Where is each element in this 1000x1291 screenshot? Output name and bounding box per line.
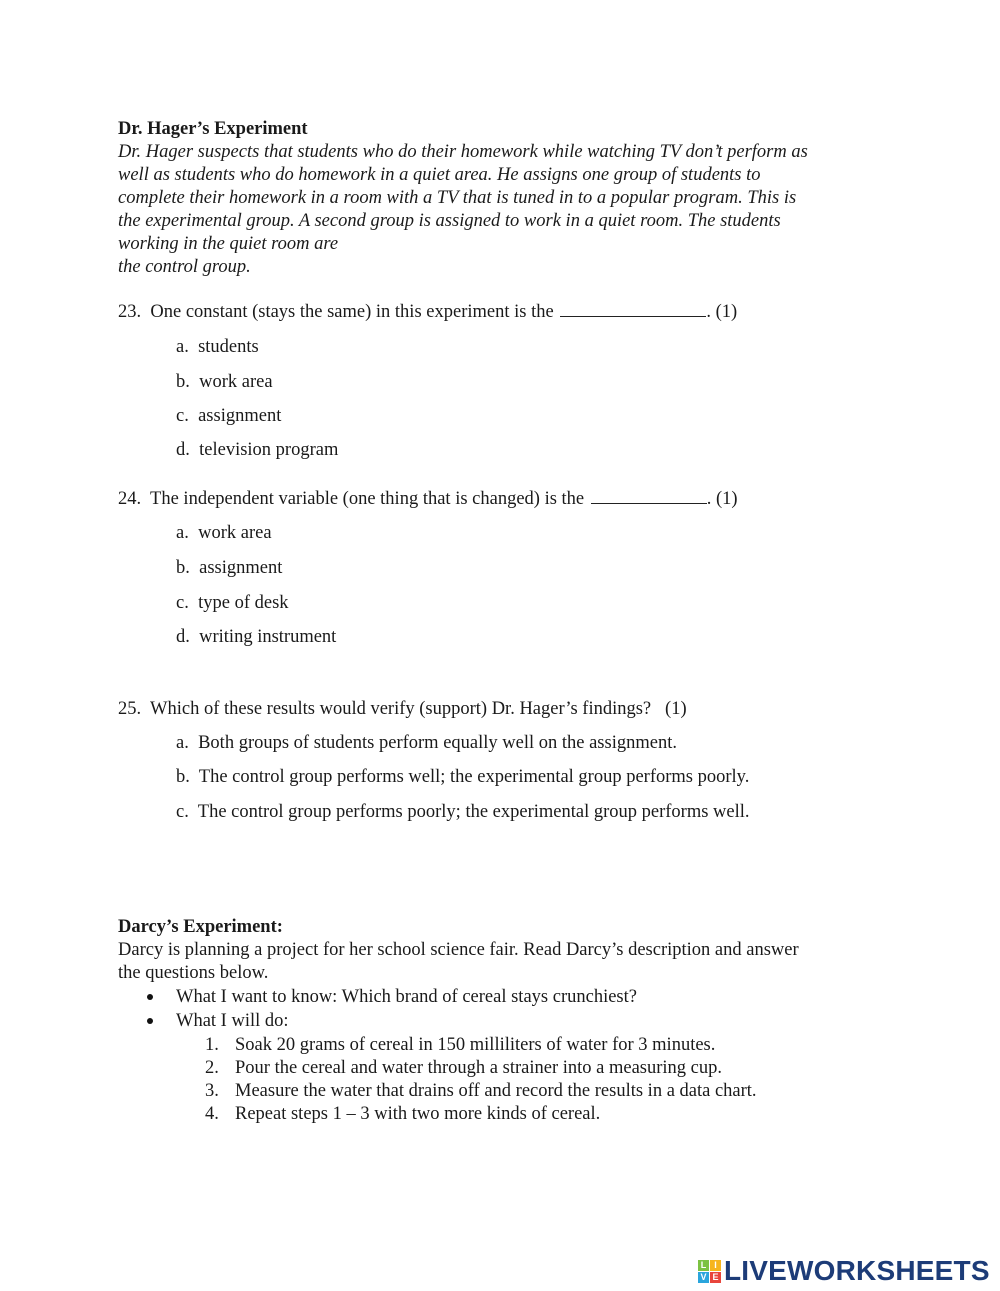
option-24b[interactable] [176, 557, 282, 580]
question-number: 24. [118, 489, 142, 509]
option-letter: a. [176, 733, 189, 753]
option-23c[interactable] [176, 405, 281, 428]
darcy-title: Darcy’s Experiment: [118, 917, 283, 937]
option-text: work area [199, 372, 273, 392]
option-letter: a. [176, 337, 189, 357]
option-24d[interactable] [176, 626, 336, 649]
question-points: (1) [665, 699, 687, 719]
question-number: 23. [118, 302, 142, 322]
option-letter: d. [176, 627, 190, 647]
option-letter: b. [176, 558, 190, 578]
option-24c[interactable] [176, 592, 289, 615]
option-25a[interactable] [176, 732, 677, 755]
option-text: television program [199, 440, 339, 460]
option-text: The control group performs well; the experimental group performs poorly. [198, 767, 750, 787]
hager-title: Dr. Hager’s Experiment [118, 119, 308, 139]
option-text: Both groups of students perform equally well on the assignment. [198, 733, 677, 753]
logo-tiles-icon [698, 1260, 721, 1283]
darcy-step-number: 2. [205, 1058, 219, 1078]
option-letter: c. [176, 593, 189, 613]
option-25c[interactable] [176, 801, 750, 824]
darcy-step-text: Pour the cereal and water through a strainer into a measuring cup. [235, 1058, 722, 1078]
logo-tile: I [710, 1260, 721, 1271]
option-text: work area [198, 523, 272, 543]
darcy-step-number: 3. [205, 1081, 219, 1101]
logo-tile: L [698, 1260, 709, 1271]
option-letter: c. [176, 406, 189, 426]
darcy-intro-line: Darcy is planning a project for her school science fair. Read Darcy’s description and answer [118, 940, 799, 960]
hager-intro-line: the experimental group. A second group is assigned to work in a quiet room. The students [118, 211, 781, 231]
option-23d[interactable] [176, 439, 338, 462]
answer-blank[interactable] [591, 489, 707, 504]
darcy-bullet-item: What I will do: [176, 1011, 289, 1031]
option-letter: b. [176, 767, 190, 787]
logo-tile: E [710, 1272, 721, 1283]
darcy-bullet-item: What I want to know: Which brand of cereal stays crunchiest? [176, 987, 637, 1007]
liveworksheets-logo [698, 1257, 990, 1285]
darcy-step-number: 4. [205, 1104, 219, 1124]
darcy-step-number: 1. [205, 1035, 219, 1055]
bullet-icon [147, 1018, 153, 1024]
option-letter: a. [176, 523, 189, 543]
hager-intro-line: working in the quiet room are [118, 234, 339, 254]
logo-text: LIVEWORKSHEETS [724, 1255, 990, 1286]
option-text: assignment [199, 558, 283, 578]
option-25b[interactable] [176, 766, 749, 789]
hager-intro-line: Dr. Hager suspects that students who do their homework while watching TV don’t perform as [118, 142, 808, 162]
question-text: Which of these results would verify (support) Dr. Hager’s findings? [150, 699, 652, 719]
question-number: 25. [118, 699, 142, 719]
question-points: . (1) [706, 489, 738, 509]
question-points: . (1) [706, 302, 738, 322]
darcy-intro-line: the questions below. [118, 963, 269, 983]
hager-intro-line: well as students who do homework in a quiet area. He assigns one group of students to [118, 165, 761, 185]
question-23 [118, 301, 737, 324]
question-25 [118, 698, 687, 721]
option-text: assignment [198, 406, 282, 426]
darcy-step-text: Soak 20 grams of cereal in 150 milliliters of water for 3 minutes. [235, 1035, 716, 1055]
option-text: writing instrument [199, 627, 337, 647]
option-23b[interactable] [176, 371, 273, 394]
option-text: students [198, 337, 259, 357]
option-letter: c. [176, 802, 189, 822]
hager-intro-line: complete their homework in a room with a TV that is tuned in to a popular program. This is [118, 188, 797, 208]
option-text: The control group performs poorly; the experimental group performs well. [197, 802, 750, 822]
bullet-icon [147, 994, 153, 1000]
option-text: type of desk [198, 593, 289, 613]
logo-tile: V [698, 1272, 709, 1283]
option-23a[interactable] [176, 336, 259, 359]
darcy-step-text: Measure the water that drains off and record the results in a data chart. [235, 1081, 757, 1101]
darcy-step-text: Repeat steps 1 – 3 with two more kinds of cereal. [235, 1104, 601, 1124]
hager-intro [118, 141, 878, 279]
hager-intro-line: the control group. [118, 257, 251, 277]
option-letter: d. [176, 440, 190, 460]
question-text: One constant (stays the same) in this experiment is the [150, 302, 554, 322]
option-letter: b. [176, 372, 190, 392]
answer-blank[interactable] [560, 302, 706, 317]
option-24a[interactable] [176, 522, 272, 545]
question-text: The independent variable (one thing that is changed) is the [150, 489, 585, 509]
question-24 [118, 488, 738, 511]
